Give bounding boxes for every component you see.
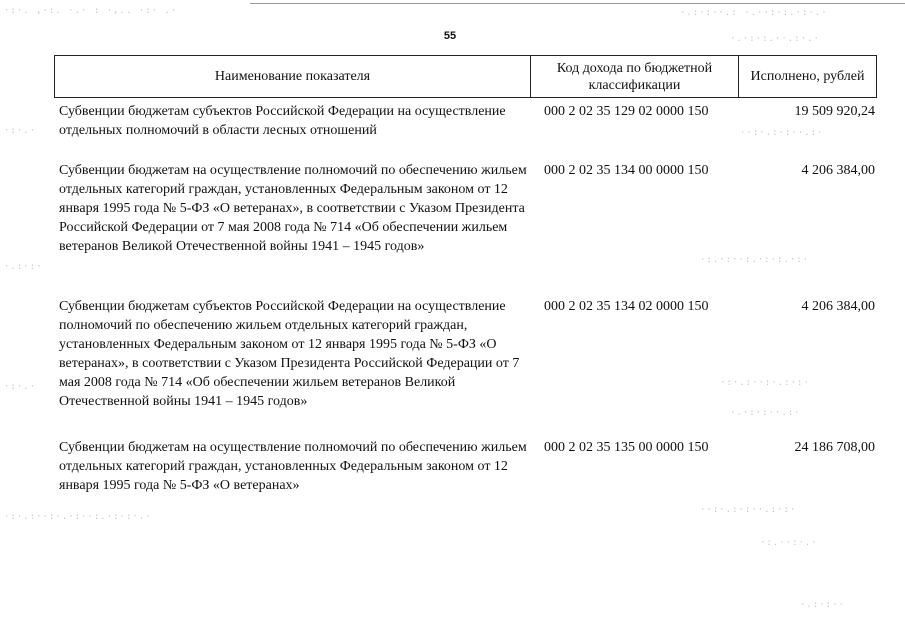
scan-noise: ·:·.· — [4, 126, 37, 136]
header-executed: Исполнено, рублей — [750, 69, 865, 84]
scan-noise: ··:·.:·:··.:· — [740, 128, 824, 138]
row-executed: 19 509 920,24 — [794, 104, 875, 119]
row-code: 000 2 02 35 129 02 0000 150 — [544, 104, 709, 119]
row-executed: 4 206 384,00 — [801, 163, 875, 178]
row-code: 000 2 02 35 134 00 0000 150 — [544, 163, 709, 178]
header-indicator-name: Наименование показателя — [55, 56, 531, 97]
scan-noise: ·:·. ,·:. ·.· : ·,.. ·:· .· — [4, 6, 178, 16]
page-number: 55 — [443, 30, 457, 42]
scan-noise: ·.:·:·· — [800, 600, 845, 610]
row-code: 000 2 02 35 134 02 0000 150 — [544, 299, 709, 314]
row-name: Субвенции бюджетам субъектов Российской Федерации на осуществление отдельных полномочий в области лесных отношений — [59, 104, 506, 138]
row-executed: 4 206 384,00 — [801, 299, 875, 314]
table-header — [54, 55, 877, 98]
scan-noise: ·.:·:· — [4, 262, 43, 272]
scan-noise: ·:·.:··:·.·:··:.·:·:·.· — [4, 512, 152, 522]
scan-noise: ··:·.:·:··.:·:· — [700, 505, 797, 515]
row-code: 000 2 02 35 135 00 0000 150 — [544, 440, 709, 455]
scan-noise: ·:·.:··:·.:·:· — [720, 378, 810, 388]
scan-noise: ·:.··:·.· — [760, 538, 818, 548]
row-name: Субвенции бюджетам на осуществление полномочий по обеспечению жильем отдельных категорий граждан, установленных Федеральным законом от 12 января 1995 года № 5-ФЗ «О ветеранах» — [59, 440, 527, 493]
row-executed: 24 186 708,00 — [794, 440, 875, 455]
scan-noise: ·.·:·:.··.:·.· — [730, 34, 820, 44]
row-name: Субвенции бюджетам на осуществление полномочий по обеспечению жильем отдельных категорий граждан, установленных Федеральным законом от 12 января 1995 года № 5-ФЗ «О ветеранах», в соответствии с Указом Президента Российской Федерации от 7 мая 2008 года № 714 «Об обеспечении жильем ветеранов Великой Отечественной войны 1941 – 1945 годов» — [59, 163, 527, 254]
scan-noise: ·.:·:··.: ·.··:·:.·:·.· — [680, 8, 828, 18]
header-income-code: Код дохода по бюджетной классификации — [531, 56, 739, 97]
row-name: Субвенции бюджетам субъектов Российской Федерации на осуществление полномочий по обеспечению жильем отдельных категорий граждан, установленных Федеральным законом от 12 января 1995 года № 5-ФЗ «О ветеранах», в соответствии с Указом Президента Российской Федерации от 7 мая 2008 года № 714 «Об обеспечении жильем ветеранов Великой Отечественной войны 1941 – 1945 годов» — [59, 299, 520, 409]
scan-noise: ·:.·:··:.·:·:.·:· — [700, 255, 810, 265]
top-rule — [250, 3, 905, 4]
scan-noise: ·.·:·:··.:· — [730, 408, 801, 418]
scan-noise: ·:·.· — [4, 382, 37, 392]
